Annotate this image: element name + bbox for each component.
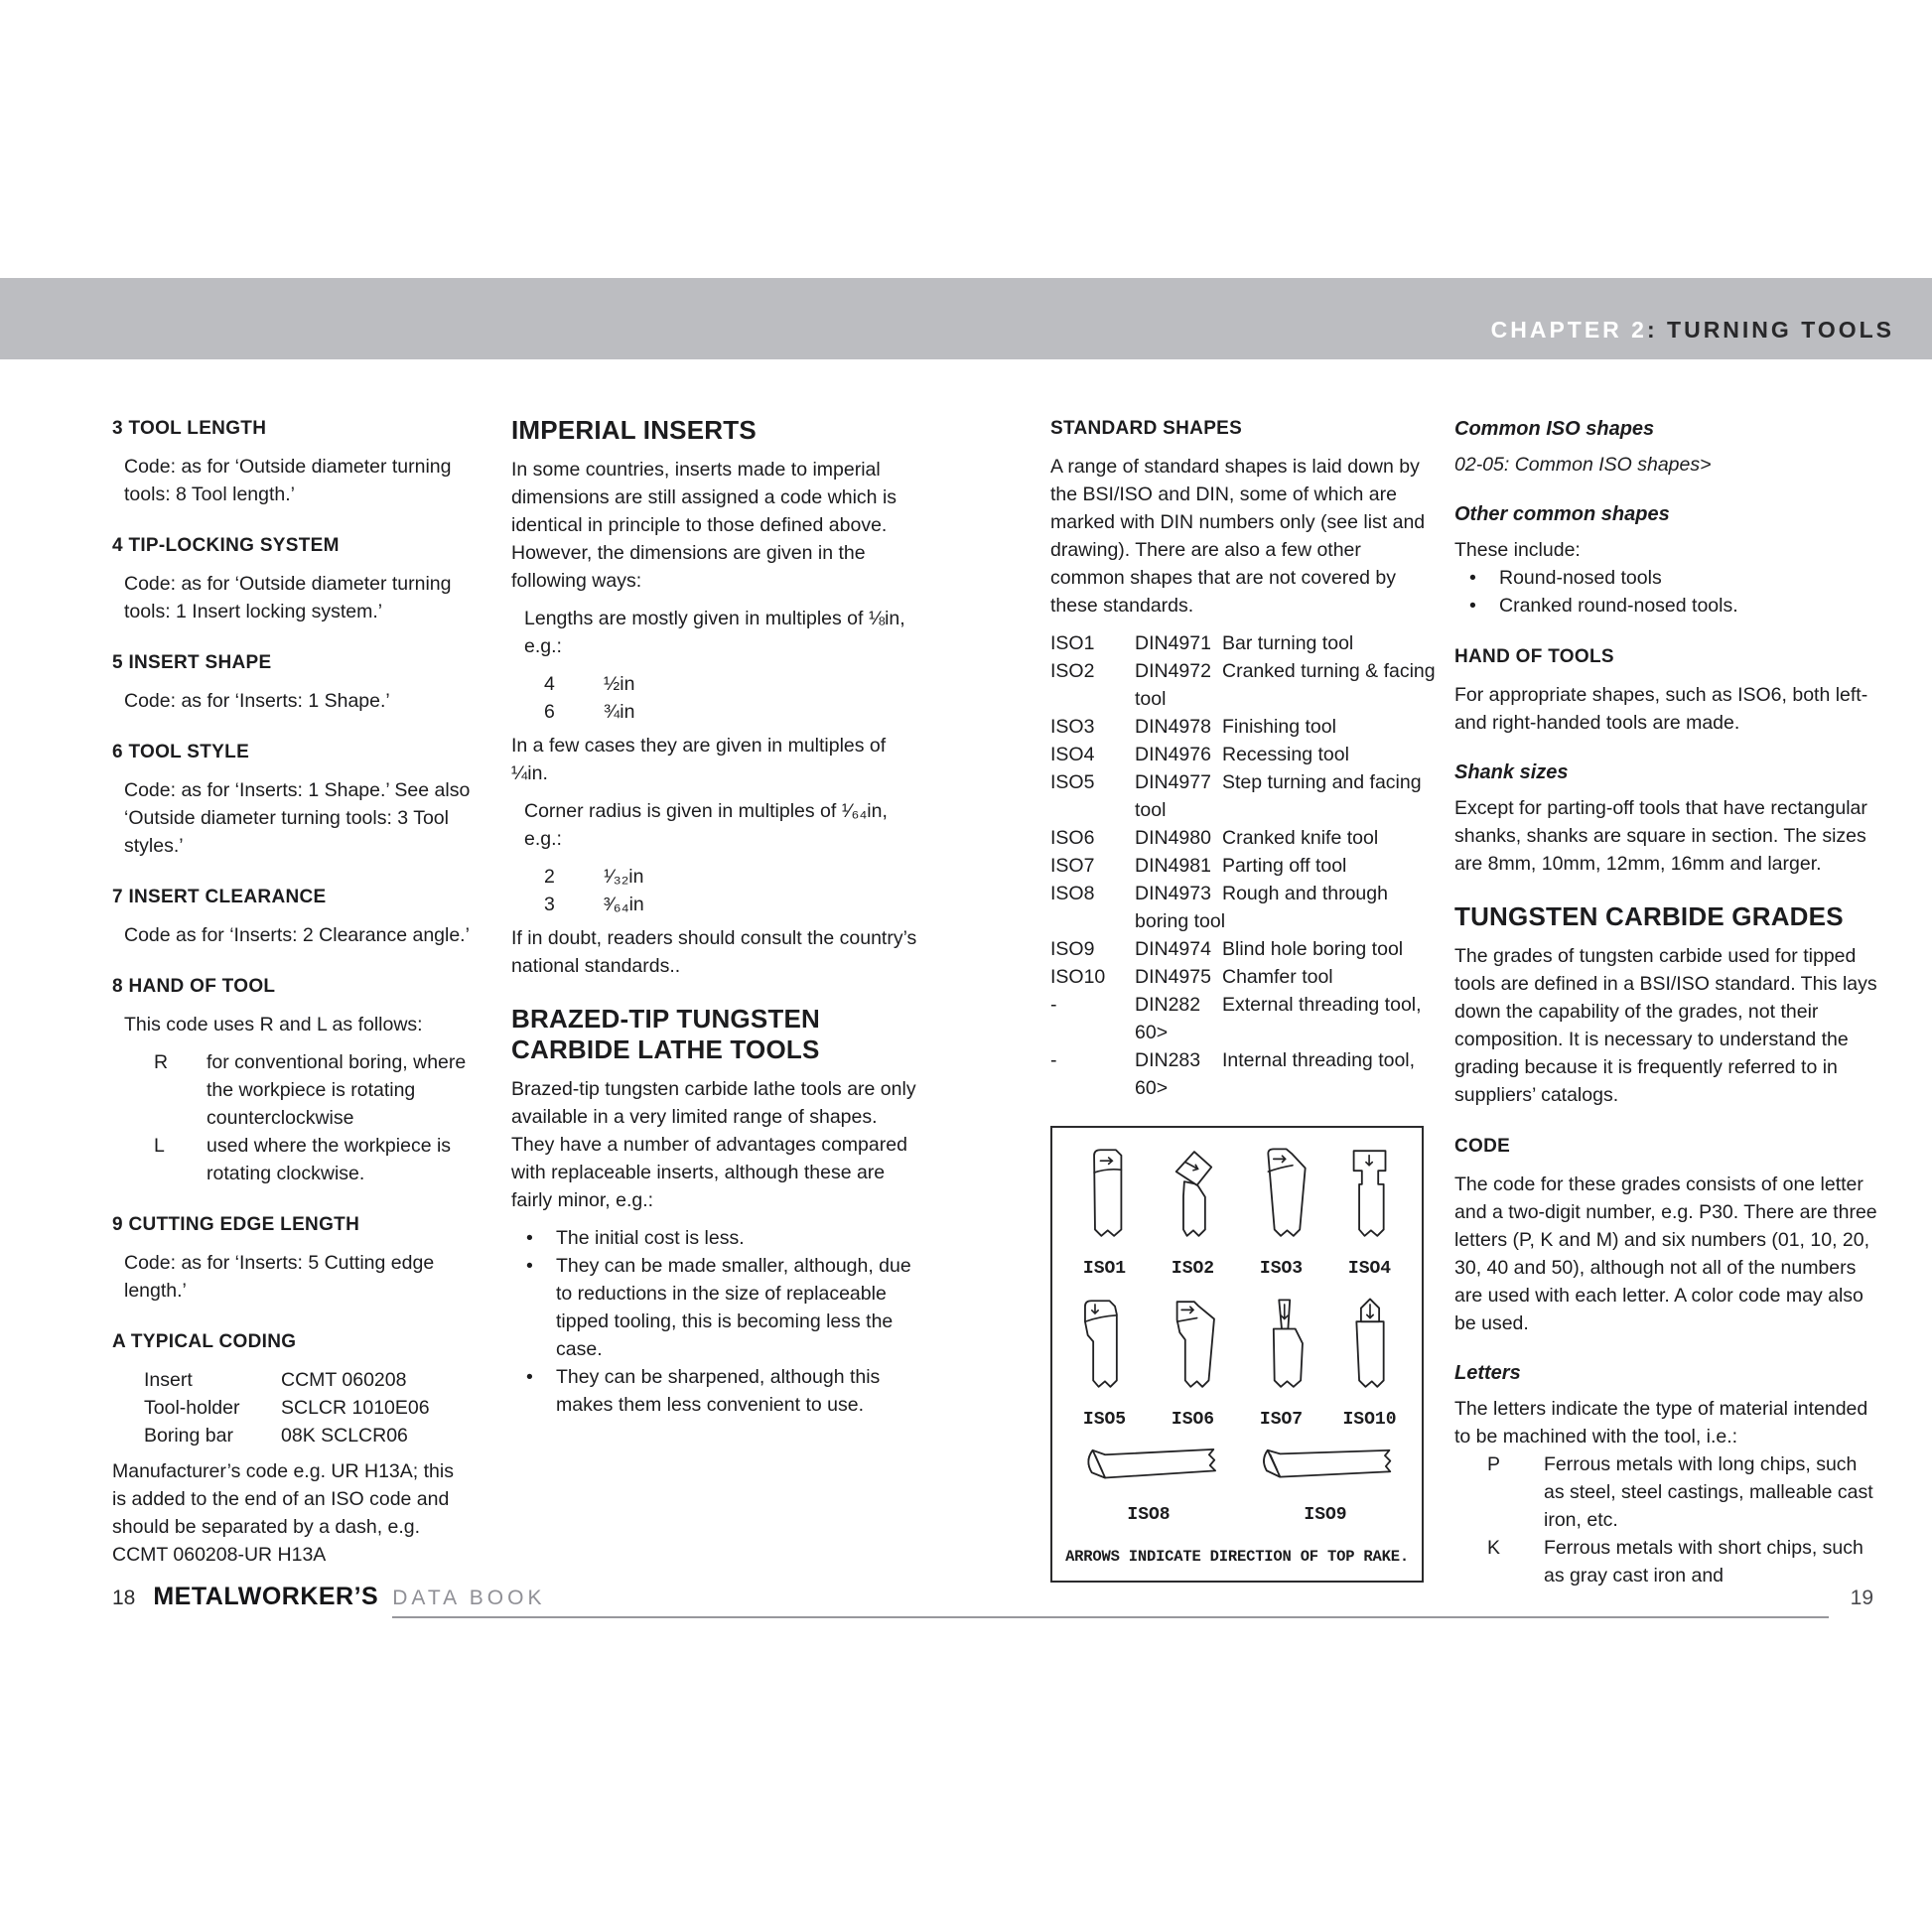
fraction-key: 2 — [544, 866, 555, 888]
definition-text: used where the workpiece is rotating clockwise. — [207, 1135, 452, 1184]
bullet-marker: • — [1469, 567, 1476, 589]
paragraph: The letters indicate the type of material intended to be machined with the tool, i.e.: — [1454, 1398, 1868, 1448]
diagram-label: ISO2 — [1171, 1259, 1215, 1279]
fraction-row — [544, 863, 920, 891]
iso-table-row — [1050, 991, 1438, 1046]
book-title-bold: METALWORKER’S — [153, 1583, 379, 1610]
diagram-cell — [1237, 1440, 1414, 1529]
diagram-caption: ARROWS INDICATE DIRECTION OF TOP RAKE. — [1065, 1548, 1409, 1566]
iso-table-row — [1050, 713, 1438, 741]
paragraph: Lengths are mostly given in multiples of ⅛in, e.g.: — [524, 608, 905, 657]
diagram-label: ISO5 — [1082, 1410, 1127, 1430]
section-tool-style — [112, 739, 472, 860]
iso-shapes-diagram — [1050, 1126, 1424, 1583]
cross-reference: 02-05: Common ISO shapes> — [1454, 454, 1712, 476]
din-code: DIN4981 — [1135, 855, 1211, 877]
tool-description: Cranked turning & facing tool — [1135, 660, 1436, 710]
row-content — [1135, 741, 1438, 768]
chapter-number: CHAPTER 2 — [1490, 317, 1647, 343]
iso-code: ISO4 — [1050, 744, 1095, 765]
paragraph: Code: as for ‘Inserts: 1 Shape.’ — [124, 690, 390, 712]
iso-code: - — [1050, 1049, 1057, 1071]
din-code: DIN4971 — [1135, 632, 1211, 654]
iso-table-row — [1050, 629, 1438, 657]
column-1 — [112, 415, 472, 1579]
fraction-value: ½in — [604, 673, 635, 695]
section-tool-length — [112, 415, 472, 508]
iso-table-row — [1050, 880, 1438, 935]
paragraph: In some countries, inserts made to imperial dimensions are still assigned a code which is identical in principle to those defined above. However, the dimensions are given in the following ways: — [511, 459, 897, 592]
tool-description: Bar turning tool — [1222, 632, 1354, 654]
bullet-text: The initial cost is less. — [556, 1227, 745, 1249]
din-code: DIN4977 — [1135, 771, 1211, 793]
section-heading: 3 TOOL LENGTH — [112, 418, 267, 439]
diagram-label: ISO10 — [1342, 1410, 1397, 1430]
page-number-left: 18 — [112, 1587, 136, 1609]
tool-description: Rough and through boring tool — [1135, 883, 1388, 932]
diagram-cell — [1325, 1142, 1414, 1283]
iso-table-row — [1050, 741, 1438, 768]
tool-description: External threading tool, 60> — [1135, 994, 1422, 1043]
section-tip-locking — [112, 532, 472, 625]
section-heading: 5 INSERT SHAPE — [112, 652, 272, 673]
column-3 — [1050, 415, 1438, 1583]
section-heading: A TYPICAL CODING — [112, 1331, 297, 1352]
iso1-tool-drawing — [1064, 1142, 1146, 1245]
coding-row — [144, 1422, 472, 1449]
fraction-key: 6 — [544, 701, 555, 723]
iso7-tool-drawing — [1241, 1293, 1322, 1396]
chapter-title: : TURNING TOOLS — [1646, 317, 1894, 343]
row-content — [1135, 880, 1438, 935]
coding-value: CCMT 060208 — [281, 1369, 407, 1391]
tool-description: Internal threading tool, 60> — [1135, 1049, 1416, 1099]
row-content — [1135, 991, 1438, 1046]
section-heading: 6 TOOL STYLE — [112, 742, 250, 762]
iso-code: ISO8 — [1050, 883, 1095, 904]
coding-key: Boring bar — [144, 1425, 233, 1447]
tool-description: Cranked knife tool — [1222, 827, 1379, 849]
definition-term: K — [1487, 1537, 1501, 1559]
tool-description: Blind hole boring tool — [1222, 938, 1404, 960]
column-4 — [1454, 415, 1881, 1589]
definition-row — [1454, 1534, 1881, 1589]
tool-description: Recessing tool — [1222, 744, 1349, 765]
definition-term: R — [154, 1051, 169, 1073]
iso-code: ISO10 — [1050, 966, 1106, 988]
paragraph: In a few cases they are given in multiples of ¼in. — [511, 735, 887, 784]
definition-text: Ferrous metals with short chips, such as gray cast iron and — [1544, 1537, 1863, 1587]
iso-code: ISO2 — [1050, 660, 1095, 682]
row-content — [1135, 824, 1438, 852]
paragraph: Code as for ‘Inserts: 2 Clearance angle.’ — [124, 924, 470, 946]
tool-description: Parting off tool — [1222, 855, 1347, 877]
section-heading: 9 CUTTING EDGE LENGTH — [112, 1214, 360, 1235]
din-code: DIN282 — [1135, 994, 1201, 1016]
diagram-label: ISO9 — [1304, 1505, 1347, 1525]
iso-code: ISO3 — [1050, 716, 1095, 738]
bullet-text: They can be made smaller, although, due to reductions in the size of replaceable tipped tooling, this is becoming less the case. — [556, 1255, 911, 1360]
definition-term: L — [154, 1135, 165, 1157]
bullet-item — [511, 1363, 920, 1419]
iso-code: ISO9 — [1050, 938, 1095, 960]
din-code: DIN283 — [1135, 1049, 1201, 1071]
paragraph: These include: — [1454, 539, 1581, 561]
section-heading-code: CODE — [1454, 1136, 1511, 1157]
section-heading-standard-shapes: STANDARD SHAPES — [1050, 418, 1243, 439]
diagram-label: ISO6 — [1171, 1410, 1215, 1430]
iso2-tool-drawing — [1153, 1142, 1234, 1245]
row-content — [1135, 935, 1438, 963]
subheading-other-common-shapes: Other common shapes — [1454, 503, 1670, 525]
paragraph: Code: as for ‘Outside diameter turning tools: 1 Insert locking system.’ — [124, 573, 452, 622]
coding-value: SCLCR 1010E06 — [281, 1397, 430, 1419]
section-hand-of-tool — [112, 973, 472, 1187]
coding-row — [144, 1394, 472, 1422]
coding-key: Insert — [144, 1369, 193, 1391]
diagram-label: ISO4 — [1347, 1259, 1392, 1279]
iso9-tool-drawing — [1241, 1440, 1410, 1491]
fraction-row — [544, 891, 920, 918]
coding-value: 08K SCLCR06 — [281, 1425, 408, 1447]
definition-term: P — [1487, 1453, 1501, 1475]
din-code: DIN4978 — [1135, 716, 1211, 738]
fraction-key: 3 — [544, 894, 555, 915]
paragraph: Corner radius is given in multiples of ¹⁄₆₄in, e.g.: — [524, 800, 888, 850]
diagram-cell — [1325, 1293, 1414, 1434]
bullet-item — [1454, 564, 1881, 592]
section-heading-brazed-tip: BRAZED-TIP TUNGSTEN CARBIDE LATHE TOOLS — [511, 1004, 820, 1064]
fraction-row — [544, 698, 920, 726]
iso8-tool-drawing — [1064, 1440, 1233, 1491]
diagram-cell — [1060, 1440, 1237, 1529]
diagram-cell — [1149, 1142, 1237, 1283]
row-content — [1135, 713, 1438, 741]
paragraph: For appropriate shapes, such as ISO6, both left- and right-handed tools are made. — [1454, 684, 1868, 734]
subheading-common-iso-shapes: Common ISO shapes — [1454, 418, 1655, 440]
bullet-marker: • — [526, 1255, 533, 1277]
page-footer — [112, 1583, 1873, 1618]
section-typical-coding — [112, 1328, 472, 1569]
paragraph: Brazed-tip tungsten carbide lathe tools are only available in a very limited range of shapes. They have a number of advantages compared with replaceable inserts, although these are fairly minor, e.g.: — [511, 1078, 916, 1211]
iso6-tool-drawing — [1153, 1293, 1234, 1396]
section-heading-imperial-inserts: IMPERIAL INSERTS — [511, 415, 757, 445]
diagram-row-2 — [1060, 1293, 1414, 1434]
iso-code: ISO6 — [1050, 827, 1095, 849]
section-insert-shape — [112, 649, 472, 715]
fraction-key: 4 — [544, 673, 555, 695]
iso4-tool-drawing — [1329, 1142, 1411, 1245]
din-code: DIN4980 — [1135, 827, 1211, 849]
row-content — [1135, 1046, 1438, 1102]
bullet-marker: • — [526, 1227, 533, 1249]
iso-table-row — [1050, 824, 1438, 852]
coding-key: Tool-holder — [144, 1397, 240, 1419]
din-code: DIN4972 — [1135, 660, 1211, 682]
din-code: DIN4976 — [1135, 744, 1211, 765]
definition-text: Ferrous metals with long chips, such as steel, steel castings, malleable cast iron, etc. — [1544, 1453, 1873, 1531]
section-heading-tungsten-carbide-grades: TUNGSTEN CARBIDE GRADES — [1454, 901, 1844, 931]
iso-table-row — [1050, 1046, 1438, 1102]
diagram-label: ISO8 — [1127, 1505, 1171, 1525]
paragraph: Code: as for ‘Inserts: 1 Shape.’ See also ‘Outside diameter turning tools: 3 Tool styles.’ — [124, 779, 471, 857]
tool-description: Step turning and facing tool — [1135, 771, 1422, 821]
bullet-marker: • — [526, 1366, 533, 1388]
iso-table-row — [1050, 935, 1438, 963]
chapter-header-band — [0, 278, 1932, 359]
paragraph: A range of standard shapes is laid down by the BSI/ISO and DIN, some of which are marked with DIN numbers only (see list and drawing). There are also a few other common shapes that are not covered by these standards. — [1050, 456, 1426, 617]
fraction-value: ¹⁄₃₂in — [604, 866, 644, 888]
diagram-label: ISO3 — [1259, 1259, 1304, 1279]
iso10-tool-drawing — [1329, 1293, 1411, 1396]
diagram-cell — [1237, 1293, 1325, 1434]
diagram-cell — [1237, 1142, 1325, 1283]
paragraph: The code for these grades consists of one letter and a two-digit number, e.g. P30. There are three letters (P, K and M) and six numbers (01, 10, 20, 30, 40 and 50), although not all of the numbers are used with each letter. A color code may also be used. — [1454, 1173, 1877, 1334]
diagram-cell — [1060, 1142, 1149, 1283]
diagram-row-1 — [1060, 1142, 1414, 1283]
definition-row — [112, 1048, 472, 1132]
diagram-row-3 — [1060, 1440, 1414, 1529]
paragraph: This code uses R and L as follows: — [124, 1014, 423, 1035]
din-code: DIN4974 — [1135, 938, 1211, 960]
iso-table-row — [1050, 852, 1438, 880]
definition-row — [1454, 1450, 1881, 1534]
section-cutting-edge-length — [112, 1211, 472, 1305]
fraction-value: ¾in — [604, 701, 635, 723]
bullet-marker: • — [1469, 595, 1476, 617]
iso5-tool-drawing — [1064, 1293, 1146, 1396]
footer-rule — [392, 1587, 1828, 1618]
row-content — [1135, 852, 1438, 880]
paragraph: Code: as for ‘Inserts: 5 Cutting edge length.’ — [124, 1252, 435, 1302]
page-number-right: 19 — [1850, 1587, 1873, 1609]
iso-code: - — [1050, 994, 1057, 1016]
iso-code: ISO5 — [1050, 771, 1095, 793]
row-content — [1135, 768, 1438, 824]
bullet-item — [511, 1224, 920, 1252]
iso-table-row — [1050, 963, 1438, 991]
din-code: DIN4973 — [1135, 883, 1211, 904]
iso-code: ISO7 — [1050, 855, 1095, 877]
bullet-text: Round-nosed tools — [1499, 567, 1662, 589]
iso-code: ISO1 — [1050, 632, 1095, 654]
section-insert-clearance — [112, 884, 472, 949]
fraction-row — [544, 670, 920, 698]
bullet-item — [511, 1252, 920, 1363]
book-title-light: DATA BOOK — [392, 1587, 546, 1609]
bullet-item — [1454, 592, 1881, 620]
din-code: DIN4975 — [1135, 966, 1211, 988]
iso-table-row — [1050, 768, 1438, 824]
subheading-letters: Letters — [1454, 1362, 1521, 1384]
paragraph: Code: as for ‘Outside diameter turning tools: 8 Tool length.’ — [124, 456, 452, 505]
diagram-label: ISO7 — [1259, 1410, 1304, 1430]
subheading-shank-sizes: Shank sizes — [1454, 761, 1569, 783]
paragraph: The grades of tungsten carbide used for tipped tools are defined in a BSI/ISO standard. This lays down the capability of the grades, not their composition. It is necessary to understand the grading because it is frequently referred to in suppliers’ catalogs. — [1454, 945, 1877, 1106]
bullet-text: Cranked round-nosed tools. — [1499, 595, 1738, 617]
diagram-cell — [1060, 1293, 1149, 1434]
section-heading: 7 INSERT CLEARANCE — [112, 887, 327, 907]
coding-row — [144, 1366, 472, 1394]
row-content — [1135, 629, 1438, 657]
paragraph: If in doubt, readers should consult the country’s national standards.. — [511, 927, 917, 977]
section-heading-hand-of-tools: HAND OF TOOLS — [1454, 646, 1614, 667]
definition-row — [112, 1132, 472, 1187]
column-2 — [511, 415, 920, 1419]
tool-description: Finishing tool — [1222, 716, 1336, 738]
iso-table-row — [1050, 657, 1438, 713]
fraction-value: ³⁄₆₄in — [604, 894, 644, 915]
diagram-label: ISO1 — [1082, 1259, 1127, 1279]
tool-description: Chamfer tool — [1222, 966, 1333, 988]
row-content — [1135, 963, 1438, 991]
paragraph: Except for parting-off tools that have rectangular shanks, shanks are square in section. The sizes are 8mm, 10mm, 12mm, 16mm and larger. — [1454, 797, 1867, 875]
bullet-text: They can be sharpened, although this makes them less convenient to use. — [556, 1366, 881, 1416]
section-heading: 4 TIP-LOCKING SYSTEM — [112, 535, 340, 556]
paragraph: Manufacturer’s code e.g. UR H13A; this is added to the end of an ISO code and should be separated by a dash, e.g. CCMT 060208-UR H13A — [112, 1460, 454, 1566]
row-content — [1135, 657, 1438, 713]
diagram-cell — [1149, 1293, 1237, 1434]
iso3-tool-drawing — [1241, 1142, 1322, 1245]
definition-text: for conventional boring, where the workpiece is rotating counterclockwise — [207, 1051, 467, 1129]
section-heading: 8 HAND OF TOOL — [112, 976, 276, 997]
